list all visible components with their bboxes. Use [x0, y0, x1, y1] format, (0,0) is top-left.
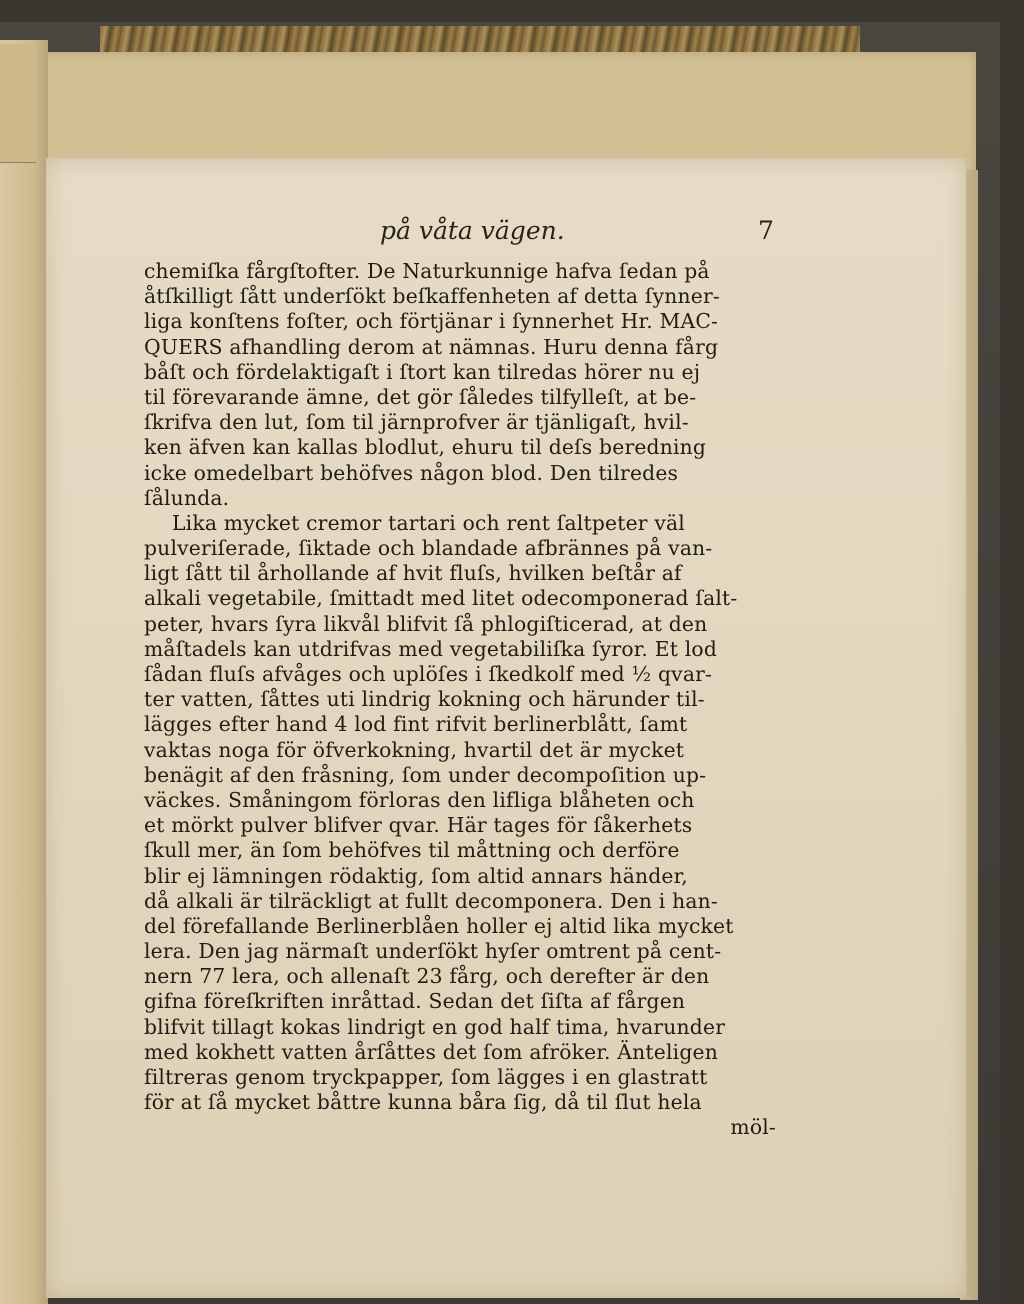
text-line: til förevarande ämne, det gör ſåledes tilfylleſt, at be-: [144, 384, 697, 409]
text-line: ſkrifva den lut, ſom til järnprofver är tjänligaſt, hvil-: [144, 410, 689, 435]
text-line: med kokhett vatten årſåttes det ſom afröker. Änteligen: [144, 1039, 718, 1064]
left-leaf-fold: [0, 44, 36, 163]
running-head: på våta vägen.: [380, 216, 565, 245]
text-line: blir ej lämningen rödaktig, ſom altid annars händer,: [144, 863, 688, 888]
text-line: måſtadels kan utdrifvas med vegetabiliſka ſyror. Et lod: [144, 636, 718, 661]
text-line: Lika mycket cremor tartari och rent ſaltpeter väl: [172, 510, 685, 535]
text-line: et mörkt pulver blifver qvar. Här tages för ſåkerhets: [144, 813, 693, 838]
text-line: ken äfven kan kallas blodlut, ehuru til deſs beredning: [144, 435, 707, 460]
text-line: chemiſka fårgſtofter. De Naturkunnige hafva ſedan på: [144, 259, 710, 283]
marbled-board: [100, 26, 860, 54]
text-line: lägges efter hand 4 lod fint rifvit berlinerblått, ſamt: [144, 712, 688, 737]
text-line: nern 77 lera, och allenaſt 23 fårg, och derefter är den: [144, 964, 710, 989]
text-line: alkali vegetabile, ſmittadt med litet odecomponerad ſalt-: [144, 586, 738, 611]
text-line: icke omedelbart behöfves någon blod. Den tilredes: [144, 460, 679, 485]
text-line: ligt ſått til århollande af hvit fluſs, hvilken beſtår af: [144, 561, 682, 586]
page-header: [380, 216, 800, 256]
page-number: 7: [758, 216, 774, 245]
body-text: [144, 259, 784, 1141]
text-line: ſålunda.: [144, 485, 230, 510]
text-line: benägit af den fråsning, ſom under decompoſition up-: [144, 762, 707, 787]
text-line: ter vatten, ſåttes uti lindrig kokning och härunder til-: [144, 687, 705, 712]
text-line: QUERS afhandling derom at nämnas. Huru denna fårg: [144, 334, 719, 359]
text-line: pulveriſerade, ſiktade och blandade afbrännes på van-: [144, 536, 713, 561]
text-line: vaktas noga för öfverkokning, hvartil det är mycket: [144, 737, 685, 762]
left-page-edge: [0, 40, 48, 1304]
text-line: ſådan fluſs afvåges och uplöſes i ſkedkolf med ½ qvar-: [144, 662, 713, 686]
text-line: för at ſå mycket båttre kunna båra ſig, då til ſlut hela: [144, 1090, 702, 1115]
text-line: gifna föreſkriften inråttad. Sedan det ſiſta af fårgen: [144, 989, 686, 1014]
text-line: lera. Den jag närmaſt underſökt hyſer omtrent på cent-: [144, 939, 722, 964]
text-line: blifvit tillagt kokas lindrigt en god half tima, hvarunder: [144, 1014, 726, 1039]
text-line: då alkali är tilräckligt at fullt decomponera. Den i han-: [144, 888, 718, 913]
text-line: ſkull mer, än ſom behöfves til måttning och derföre: [144, 838, 680, 863]
text-line: möl-: [730, 1115, 776, 1140]
text-line: båſt och fördelaktigaſt i ſtort kan tilredas hörer nu ej: [144, 359, 701, 384]
text-line: liga konſtens foſter, och förtjänar i ſynnerhet Hr. MAC-: [144, 309, 719, 334]
text-line: åtſkilligt ſått underſökt beſkaffenheten af detta ſynner-: [144, 284, 720, 309]
text-line: filtreras genom tryckpapper, ſom lägges i en glastratt: [144, 1065, 708, 1089]
text-line: väckes. Småningom förloras den lifliga blåheten och: [144, 787, 695, 812]
text-line: peter, hvars ſyra likvål blifvit ſå phlogiſticerad, at den: [144, 611, 708, 636]
text-line: del förefallande Berlinerblåen holler ej altid lika mycket: [144, 913, 734, 938]
